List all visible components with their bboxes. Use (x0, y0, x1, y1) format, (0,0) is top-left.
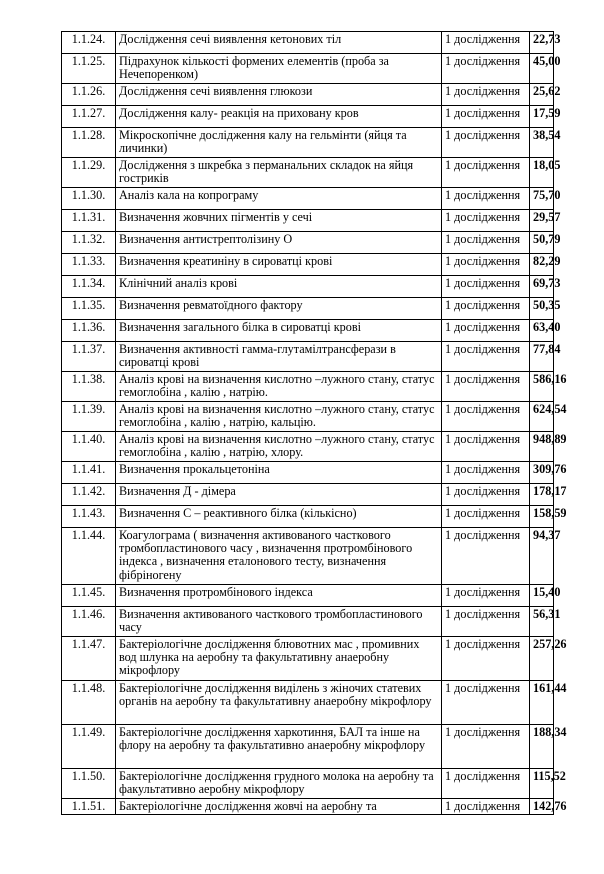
service-price: 75,70 (530, 188, 554, 210)
row-number: 1.1.34. (62, 276, 116, 298)
table-row (62, 276, 554, 298)
table-row (62, 254, 554, 276)
table-row (62, 585, 554, 607)
service-price: 56,31 (530, 607, 554, 637)
service-name: Дослідження сечі виявлення кетонових тіл (116, 32, 442, 54)
row-number: 1.1.29. (62, 158, 116, 188)
price-list-body (62, 32, 567, 815)
unit-of-measure: 1 дослідження (442, 84, 530, 106)
unit-of-measure: 1 дослідження (442, 298, 530, 320)
table-row (62, 106, 554, 128)
service-price: 17,59 (530, 106, 554, 128)
service-name: Визначення С – реактивного білка (кількісно) (116, 506, 442, 528)
table-row (62, 158, 554, 188)
service-price: 15,40 (530, 585, 554, 607)
unit-of-measure: 1 дослідження (442, 462, 530, 484)
table-row (62, 799, 554, 815)
unit-of-measure: 1 дослідження (442, 188, 530, 210)
table-row (62, 462, 554, 484)
service-name: Аналіз кала на копрограму (116, 188, 442, 210)
row-number: 1.1.25. (62, 54, 116, 84)
service-name: Визначення Д - дімера (116, 484, 442, 506)
service-name: Визначення прокальцетоніна (116, 462, 442, 484)
service-price: 50,79 (530, 232, 554, 254)
unit-of-measure: 1 дослідження (442, 528, 530, 585)
table-row (62, 298, 554, 320)
row-number: 1.1.24. (62, 32, 116, 54)
unit-of-measure: 1 дослідження (442, 106, 530, 128)
service-name: Визначення протромбінового індекса (116, 585, 442, 607)
unit-of-measure: 1 дослідження (442, 158, 530, 188)
table-row (62, 528, 554, 585)
row-number: 1.1.30. (62, 188, 116, 210)
unit-of-measure: 1 дослідження (442, 585, 530, 607)
table-row (62, 342, 554, 372)
row-number: 1.1.40. (62, 432, 116, 462)
table-row (62, 32, 554, 54)
row-number: 1.1.26. (62, 84, 116, 106)
row-number: 1.1.32. (62, 232, 116, 254)
unit-of-measure: 1 дослідження (442, 276, 530, 298)
table-row (62, 637, 554, 681)
service-price: 257,26 (530, 637, 554, 681)
table-row (62, 188, 554, 210)
service-name: Дослідження калу- реакція на приховану кров (116, 106, 442, 128)
unit-of-measure: 1 дослідження (442, 232, 530, 254)
row-number: 1.1.41. (62, 462, 116, 484)
row-number: 1.1.38. (62, 372, 116, 402)
service-name: Підрахунок кількості формених елементів (проба за Нечепоренком) (116, 54, 442, 84)
row-number: 1.1.49. (62, 725, 116, 769)
service-name: Бактеріологічне дослідження блювотних мас , промивних вод шлунка на аеробну та факультативну анаеробну мікрофлору (116, 637, 442, 681)
service-price: 22,73 (530, 32, 554, 54)
service-price: 38,54 (530, 128, 554, 158)
service-name: Визначення жовчних пігментів у сечі (116, 210, 442, 232)
table-row (62, 402, 554, 432)
service-price: 50,35 (530, 298, 554, 320)
service-name: Бактеріологічне дослідження грудного молока на аеробну та факультативно аеробну мікрофлору (116, 769, 442, 799)
unit-of-measure: 1 дослідження (442, 210, 530, 232)
service-name: Бактеріологічне дослідження виділень з жіночих статевих органів на аеробну та факультативну анаеробну мікрофлору (116, 681, 442, 725)
row-number: 1.1.39. (62, 402, 116, 432)
service-name: Аналіз крові на визначення кислотно –лужного стану, статус гемоглобіна , калію , натрію. (116, 372, 442, 402)
unit-of-measure: 1 дослідження (442, 320, 530, 342)
service-price: 309,76 (530, 462, 554, 484)
table-row (62, 210, 554, 232)
service-price: 161,44 (530, 681, 554, 725)
service-name: Клінічний аналіз крові (116, 276, 442, 298)
unit-of-measure: 1 дослідження (442, 506, 530, 528)
table-row (62, 84, 554, 106)
service-price: 586,16 (530, 372, 554, 402)
service-price: 94,37 (530, 528, 554, 585)
unit-of-measure: 1 дослідження (442, 402, 530, 432)
unit-of-measure: 1 дослідження (442, 372, 530, 402)
unit-of-measure: 1 дослідження (442, 799, 530, 815)
table-row (62, 232, 554, 254)
service-price: 158,59 (530, 506, 554, 528)
row-number: 1.1.44. (62, 528, 116, 585)
unit-of-measure: 1 дослідження (442, 769, 530, 799)
unit-of-measure: 1 дослідження (442, 54, 530, 84)
service-price: 63,40 (530, 320, 554, 342)
row-number: 1.1.47. (62, 637, 116, 681)
service-name: Дослідження з шкребка з перманальних складок на яйця гостриків (116, 158, 442, 188)
service-price: 188,34 (530, 725, 554, 769)
table-row (62, 372, 554, 402)
service-name: Бактеріологічне дослідження жовчі на аеробну та (116, 799, 442, 815)
service-name: Визначення антистрептолізину О (116, 232, 442, 254)
table-row (62, 506, 554, 528)
row-number: 1.1.35. (62, 298, 116, 320)
service-name: Визначення активності гамма-глутамілтрансферази в сироватці крові (116, 342, 442, 372)
table-row (62, 769, 554, 799)
unit-of-measure: 1 дослідження (442, 681, 530, 725)
service-price: 45,00 (530, 54, 554, 84)
service-name: Визначення ревматоїдного фактору (116, 298, 442, 320)
service-name: Аналіз крові на визначення кислотно –лужного стану, статус гемоглобіна , калію , натрію, хлору. (116, 432, 442, 462)
price-list-table (61, 31, 567, 815)
table-row (62, 681, 554, 725)
service-name: Визначення загального білка в сироватці крові (116, 320, 442, 342)
service-name: Визначення активованого часткового тромбопластинового часу (116, 607, 442, 637)
unit-of-measure: 1 дослідження (442, 484, 530, 506)
unit-of-measure: 1 дослідження (442, 254, 530, 276)
service-name: Визначення креатиніну в сироватці крові (116, 254, 442, 276)
unit-of-measure: 1 дослідження (442, 342, 530, 372)
row-number: 1.1.28. (62, 128, 116, 158)
table-row (62, 128, 554, 158)
service-price: 624,54 (530, 402, 554, 432)
service-price: 82,29 (530, 254, 554, 276)
table-row (62, 54, 554, 84)
table-row (62, 484, 554, 506)
row-number: 1.1.42. (62, 484, 116, 506)
service-name: Аналіз крові на визначення кислотно –лужного стану, статус гемоглобіна , калію , натрію, кальцію. (116, 402, 442, 432)
service-price: 29,57 (530, 210, 554, 232)
service-price: 178,17 (530, 484, 554, 506)
row-number: 1.1.43. (62, 506, 116, 528)
row-number: 1.1.37. (62, 342, 116, 372)
row-number: 1.1.31. (62, 210, 116, 232)
unit-of-measure: 1 дослідження (442, 432, 530, 462)
service-price: 69,73 (530, 276, 554, 298)
row-number: 1.1.48. (62, 681, 116, 725)
service-price: 77,84 (530, 342, 554, 372)
service-price: 948,89 (530, 432, 554, 462)
table-row (62, 725, 554, 769)
service-name: Дослідження сечі виявлення глюкози (116, 84, 442, 106)
unit-of-measure: 1 дослідження (442, 32, 530, 54)
service-price: 18,05 (530, 158, 554, 188)
row-number: 1.1.45. (62, 585, 116, 607)
row-number: 1.1.46. (62, 607, 116, 637)
unit-of-measure: 1 дослідження (442, 128, 530, 158)
table-row (62, 432, 554, 462)
service-price: 142,76 (530, 799, 554, 815)
row-number: 1.1.51. (62, 799, 116, 815)
table-row (62, 320, 554, 342)
service-name: Коагулограма ( визначення активованого часткового тромбопластинового часу , визначення протромбінового індекса , визначення еталонового тесту, визначення фібріногену (116, 528, 442, 585)
service-price: 115,52 (530, 769, 554, 799)
unit-of-measure: 1 дослідження (442, 725, 530, 769)
service-name: Бактеріологічне дослідження харкотиння, БАЛ та інше на флору на аеробну та факультативно анаеробну мікрофлору (116, 725, 442, 769)
unit-of-measure: 1 дослідження (442, 637, 530, 681)
row-number: 1.1.50. (62, 769, 116, 799)
row-number: 1.1.36. (62, 320, 116, 342)
unit-of-measure: 1 дослідження (442, 607, 530, 637)
row-number: 1.1.33. (62, 254, 116, 276)
service-name: Мікроскопічне дослідження калу на гельмінти (яйця та личинки) (116, 128, 442, 158)
row-number: 1.1.27. (62, 106, 116, 128)
table-row (62, 607, 554, 637)
service-price: 25,62 (530, 84, 554, 106)
